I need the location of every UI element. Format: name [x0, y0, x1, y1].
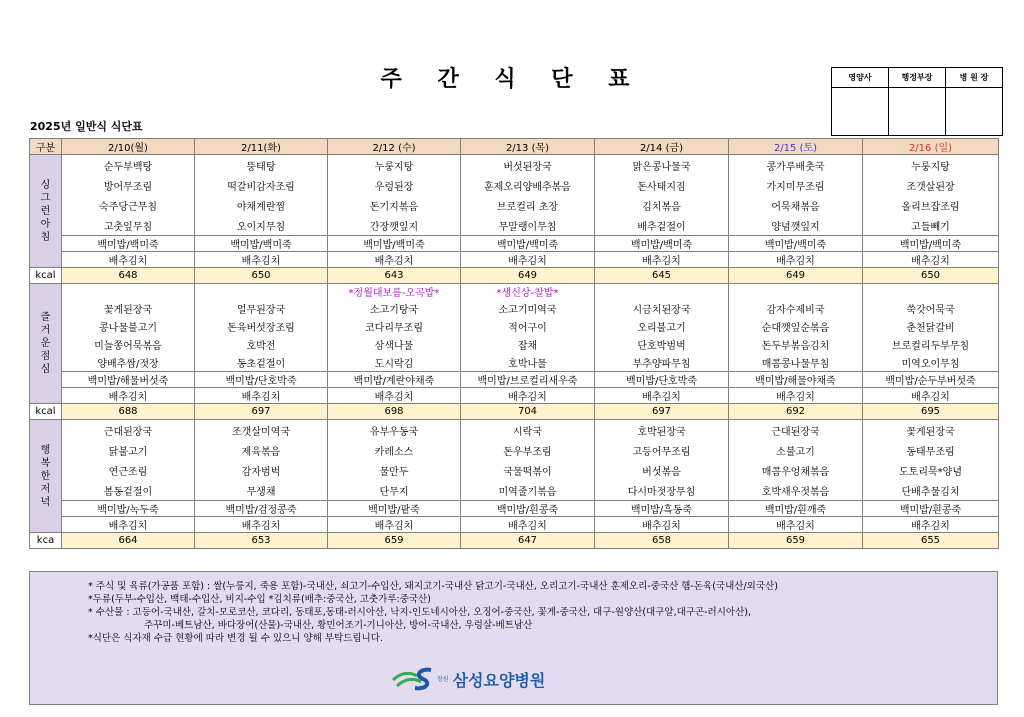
rice-porridge-cell: 백미밥/흰콩죽: [461, 501, 595, 517]
special-meal-note: [595, 284, 729, 300]
rice-porridge-cell: 백미밥/녹두죽: [62, 501, 195, 517]
kimchi-cell: 배추김치: [595, 388, 729, 404]
kimchi-cell: 배추김치: [62, 388, 195, 404]
dinner-label: [30, 420, 62, 533]
dish-cell: 버섯볶음: [595, 460, 729, 480]
dish-cell: 단호박범벅: [595, 335, 729, 353]
dish-cell: 고춧잎무침: [62, 215, 195, 236]
dish-cell: 도토리묵*양념: [863, 460, 999, 480]
rice-porridge-cell: 백미밥/백미죽: [62, 236, 195, 252]
dish-cell: 맑은콩나물국: [595, 155, 729, 176]
meal-label-char: 런: [40, 205, 51, 217]
dish-cell: 꽃게된장국: [62, 299, 195, 317]
dish-row: [30, 480, 999, 501]
kimchi-cell: 배추김치: [729, 388, 863, 404]
dish-cell: 숙주당근무침: [62, 195, 195, 215]
kimchi-cell: 배추김치: [863, 517, 999, 533]
dish-cell: 뚱태탕: [195, 155, 328, 176]
meal-label-char: 거: [40, 325, 51, 336]
special-meal-note: *생신상-찰밥*: [461, 284, 595, 300]
logo-city: 창원: [437, 675, 449, 683]
dish-cell: 매콤우엉채볶음: [729, 460, 863, 480]
approval-admin-director: 행정부장: [889, 68, 946, 88]
dish-cell: 시금치된장국: [595, 299, 729, 317]
kcal-value: 647: [461, 533, 595, 549]
rice-row: [30, 372, 999, 388]
dish-cell: 잡채: [461, 335, 595, 353]
special-meal-note: [62, 284, 195, 300]
dish-cell: 야채계란찜: [195, 195, 328, 215]
dish-cell: 누룽지탕: [863, 155, 999, 176]
approval-hospital-director: 병 원 장: [946, 68, 1003, 88]
kimchi-cell: 배추김치: [461, 517, 595, 533]
dish-cell: 양배추쌈/젓장: [62, 353, 195, 372]
dish-row: [30, 195, 999, 215]
dish-cell: 버섯된장국: [461, 155, 595, 176]
rice-porridge-cell: 백미밥/흑동죽: [595, 501, 729, 517]
note-line: *두류(두부-수입산, 백태-수입산, 비지-수입 *김치류(배추:중국산, 고춧가루:중국산): [88, 594, 431, 605]
dish-cell: 훈제오리양배추볶음: [461, 175, 595, 195]
dish-cell: 춘천닭갈비: [863, 317, 999, 335]
kcal-value: 650: [863, 268, 999, 284]
kcal-value: 698: [328, 404, 461, 420]
meal-label-char: 한: [40, 470, 51, 482]
dish-cell: 단배추물김치: [863, 480, 999, 501]
dish-cell: 순두부백탕: [62, 155, 195, 176]
note-line: * 주식 및 육류(가공품 포함) : 쌀(누룽지, 죽용 포함)-국내산, 쇠고기-수입산, 돼지고기-국내산 닭고기-국내산, 오리고기-국내산 훈제오리-중국산 햄-돈육(국내산/외국산): [88, 581, 778, 592]
dish-cell: 브로컬리 초장: [461, 195, 595, 215]
special-meal-note: [195, 284, 328, 300]
kimchi-cell: 배추김치: [863, 252, 999, 268]
kimchi-cell: 배추김치: [595, 517, 729, 533]
kcal-value: 697: [595, 404, 729, 420]
dish-cell: 카레소스: [328, 440, 461, 460]
dish-row: [30, 420, 999, 441]
kcal-value: 648: [62, 268, 195, 284]
dish-cell: 순대깻잎순볶음: [729, 317, 863, 335]
kcal-value: 658: [595, 533, 729, 549]
dish-row: [30, 155, 999, 176]
kcal-row: [30, 268, 999, 284]
kimchi-cell: 배추김치: [595, 252, 729, 268]
kcal-value: 704: [461, 404, 595, 420]
meal-label-char: 운: [40, 338, 51, 349]
rice-porridge-cell: 백미밥/흰깨죽: [729, 501, 863, 517]
dish-cell: 다시마젓장무침: [595, 480, 729, 501]
dish-row: [30, 175, 999, 195]
kimchi-cell: 배추김치: [328, 388, 461, 404]
column-head: 구분: [30, 139, 62, 155]
special-meal-note: [729, 284, 863, 300]
kimchi-cell: 배추김치: [195, 517, 328, 533]
date-header: 2/16 (일): [863, 139, 999, 155]
rice-porridge-cell: 백미밥/백미죽: [729, 236, 863, 252]
kimchi-cell: 배추김치: [863, 388, 999, 404]
meal-label-char: 점: [40, 351, 51, 362]
dish-cell: 미늘쫑어묵볶음: [62, 335, 195, 353]
meal-label-char: 즐: [40, 312, 51, 323]
kcal-value: 664: [62, 533, 195, 549]
dish-cell: 얼무된장국: [195, 299, 328, 317]
kcal-label: kcal: [30, 404, 62, 420]
dish-cell: 동초겉절이: [195, 353, 328, 372]
dish-cell: 미역줄기볶음: [461, 480, 595, 501]
approval-signature-cell: [946, 88, 1003, 136]
dish-cell: 우렁된장: [328, 175, 461, 195]
kcal-value: 659: [328, 533, 461, 549]
approval-signature-cell: [889, 88, 946, 136]
dish-cell: 돈사태지짐: [595, 175, 729, 195]
kcal-label: kcal: [30, 268, 62, 284]
dish-cell: 감자범벅: [195, 460, 328, 480]
meal-label-char: 침: [40, 231, 51, 243]
dish-cell: 시락국: [461, 420, 595, 441]
date-header: 2/10(월): [62, 139, 195, 155]
kimchi-cell: 배추김치: [62, 517, 195, 533]
rice-porridge-cell: 백미밥/흰콩죽: [863, 501, 999, 517]
dish-cell: 코다리무조림: [328, 317, 461, 335]
kimchi-row: [30, 517, 999, 533]
rice-porridge-cell: 백미밥/해물야채죽: [729, 372, 863, 388]
dish-cell: 호박나물: [461, 353, 595, 372]
lunch-label: [30, 284, 62, 404]
dish-cell: 소고기미역국: [461, 299, 595, 317]
dish-row: [30, 335, 999, 353]
dish-cell: 도시락김: [328, 353, 461, 372]
dish-row: [30, 460, 999, 480]
dish-cell: 매콤콩나물무침: [729, 353, 863, 372]
kimchi-cell: 배추김치: [62, 252, 195, 268]
dish-row: [30, 215, 999, 236]
rice-porridge-cell: 백미밥/백미죽: [863, 236, 999, 252]
approval-signature-cell: [832, 88, 889, 136]
dish-cell: 소불고기: [729, 440, 863, 460]
rice-porridge-cell: 백미밥/팥죽: [328, 501, 461, 517]
rice-row: [30, 236, 999, 252]
kcal-value: 645: [595, 268, 729, 284]
kimchi-cell: 배추김치: [461, 252, 595, 268]
hospital-logo-icon: [391, 666, 435, 692]
note-line: * 수산물 : 고등어-국내산, 갈치-모로코산, 코다리, 동태포,동태-러시아산, 낙지-인도네시아산, 오징어-중국산, 꽃게-중국산, 대구-원양산(대구알,대구곤-러시아산),: [88, 607, 751, 618]
kimchi-cell: 배추김치: [195, 252, 328, 268]
dish-cell: 배추겉절이: [595, 215, 729, 236]
note-line: 주꾸미-베트남산, 바다장어(산물)-국내산, 황민어조기-기니아산, 방어-국내산, 우렁살-베트남산: [144, 620, 533, 631]
dish-cell: 오이지무침: [195, 215, 328, 236]
dish-cell: 삼색나물: [328, 335, 461, 353]
approval-nutritionist: 영양사: [832, 68, 889, 88]
dish-cell: 봄동겉절이: [62, 480, 195, 501]
dish-cell: 연근조림: [62, 460, 195, 480]
dish-cell: 가지미무조림: [729, 175, 863, 195]
dish-cell: 콩가루배춧국: [729, 155, 863, 176]
kimchi-row: [30, 388, 999, 404]
meal-label-char: 저: [40, 483, 51, 495]
weekly-menu-table: [29, 138, 999, 549]
kimchi-cell: 배추김치: [328, 252, 461, 268]
dish-cell: 돈육버섯장조림: [195, 317, 328, 335]
kcal-value: 653: [195, 533, 328, 549]
rice-porridge-cell: 백미밥/검정콩죽: [195, 501, 328, 517]
dish-cell: 호박전: [195, 335, 328, 353]
dish-cell: 동태무조림: [863, 440, 999, 460]
rice-porridge-cell: 백미밥/백미죽: [195, 236, 328, 252]
kcal-row: [30, 533, 999, 549]
kcal-value: 659: [729, 533, 863, 549]
kcal-value: 688: [62, 404, 195, 420]
dish-cell: 물만두: [328, 460, 461, 480]
dish-cell: 닭불고기: [62, 440, 195, 460]
dish-cell: 적어구이: [461, 317, 595, 335]
dish-row: [30, 353, 999, 372]
dish-cell: 고들빼기: [863, 215, 999, 236]
dish-cell: 돈두부볶음김치: [729, 335, 863, 353]
dish-row: [30, 317, 999, 335]
dish-cell: 조갯살미역국: [195, 420, 328, 441]
kimchi-row: [30, 252, 999, 268]
rice-porridge-cell: 백미밥/백미죽: [595, 236, 729, 252]
menu-subtitle: 2025년 일반식 식단표: [30, 120, 143, 133]
dish-cell: 올리브잡조림: [863, 195, 999, 215]
rice-porridge-cell: 백미밥/브로컬리새우죽: [461, 372, 595, 388]
approval-box: [831, 67, 1003, 136]
dish-cell: 돈우부조림: [461, 440, 595, 460]
rice-porridge-cell: 백미밥/계란야채죽: [328, 372, 461, 388]
dish-cell: 국물떡볶이: [461, 460, 595, 480]
date-header: 2/11(화): [195, 139, 328, 155]
meal-label-char: 복: [40, 457, 51, 469]
rice-porridge-cell: 백미밥/단호박죽: [195, 372, 328, 388]
kcal-value: 692: [729, 404, 863, 420]
dish-cell: 쑥갓어묵국: [863, 299, 999, 317]
dish-cell: 제육볶음: [195, 440, 328, 460]
dish-cell: 고등어무조림: [595, 440, 729, 460]
dish-cell: 부추양파무침: [595, 353, 729, 372]
kcal-label: kca: [30, 533, 62, 549]
dish-cell: 오리불고기: [595, 317, 729, 335]
special-meal-note: [863, 284, 999, 300]
meal-label-char: 행: [40, 444, 51, 456]
kcal-value: 695: [863, 404, 999, 420]
kcal-value: 655: [863, 533, 999, 549]
kimchi-cell: 배추김치: [328, 517, 461, 533]
rice-porridge-cell: 백미밥/순두부버섯죽: [863, 372, 999, 388]
dish-cell: 어묵채볶음: [729, 195, 863, 215]
kcal-row: [30, 404, 999, 420]
date-header: 2/12 (수): [328, 139, 461, 155]
dish-row: [30, 299, 999, 317]
date-header: 2/15 (토): [729, 139, 863, 155]
kcal-value: 643: [328, 268, 461, 284]
rice-porridge-cell: 백미밥/백미죽: [328, 236, 461, 252]
dish-cell: 조갯살된장: [863, 175, 999, 195]
special-meal-note: *정월대보름-오곡밥*: [328, 284, 461, 300]
breakfast-label: [30, 155, 62, 268]
dish-cell: 소고기탕국: [328, 299, 461, 317]
meal-label-char: 심: [40, 364, 51, 375]
dish-cell: 단무지: [328, 480, 461, 501]
kimchi-cell: 배추김치: [195, 388, 328, 404]
page-title: 주 간 식 단 표: [380, 67, 644, 92]
dish-cell: 간장깻잎지: [328, 215, 461, 236]
kcal-value: 649: [461, 268, 595, 284]
dish-row: [30, 440, 999, 460]
rice-row: [30, 501, 999, 517]
dish-cell: 브로컬리두부무침: [863, 335, 999, 353]
meal-label-char: 그: [40, 192, 51, 204]
dish-cell: 콩나물불고기: [62, 317, 195, 335]
dish-cell: 호박새우젓볶음: [729, 480, 863, 501]
dish-cell: 근대된장국: [62, 420, 195, 441]
header-row: [30, 139, 999, 155]
kcal-value: 697: [195, 404, 328, 420]
meal-label-char: 녁: [40, 496, 51, 508]
kimchi-cell: 배추김치: [729, 252, 863, 268]
dish-cell: 유부우동국: [328, 420, 461, 441]
dish-cell: 누룽지탕: [328, 155, 461, 176]
kcal-value: 650: [195, 268, 328, 284]
kcal-value: 649: [729, 268, 863, 284]
dish-cell: 꽃게된장국: [863, 420, 999, 441]
meal-label-char: 싱: [40, 179, 51, 191]
dish-cell: 방어무조림: [62, 175, 195, 195]
kimchi-cell: 배추김치: [729, 517, 863, 533]
rice-porridge-cell: 백미밥/해물버섯죽: [62, 372, 195, 388]
dish-cell: 돈기지볶음: [328, 195, 461, 215]
dish-cell: 감자수제비국: [729, 299, 863, 317]
dish-cell: 미역오이무침: [863, 353, 999, 372]
dish-cell: 김치볶음: [595, 195, 729, 215]
hospital-logo: [391, 665, 615, 693]
special-row: [30, 284, 999, 300]
kimchi-cell: 배추김치: [461, 388, 595, 404]
dish-cell: 양념깻잎지: [729, 215, 863, 236]
date-header: 2/14 (금): [595, 139, 729, 155]
logo-hospital-name: 삼성요양병원: [452, 670, 546, 690]
dish-cell: 무말랭이무침: [461, 215, 595, 236]
dish-cell: 근대된장국: [729, 420, 863, 441]
date-header: 2/13 (목): [461, 139, 595, 155]
meal-label-char: 아: [40, 218, 51, 230]
note-line: *식단은 식자재 수급 현황에 따라 변경 될 수 있으니 양해 부탁드립니다.: [88, 633, 383, 644]
dish-cell: 떡갈비감자조림: [195, 175, 328, 195]
rice-porridge-cell: 백미밥/단호박죽: [595, 372, 729, 388]
rice-porridge-cell: 백미밥/백미죽: [461, 236, 595, 252]
dish-cell: 무생채: [195, 480, 328, 501]
dish-cell: 호박된장국: [595, 420, 729, 441]
